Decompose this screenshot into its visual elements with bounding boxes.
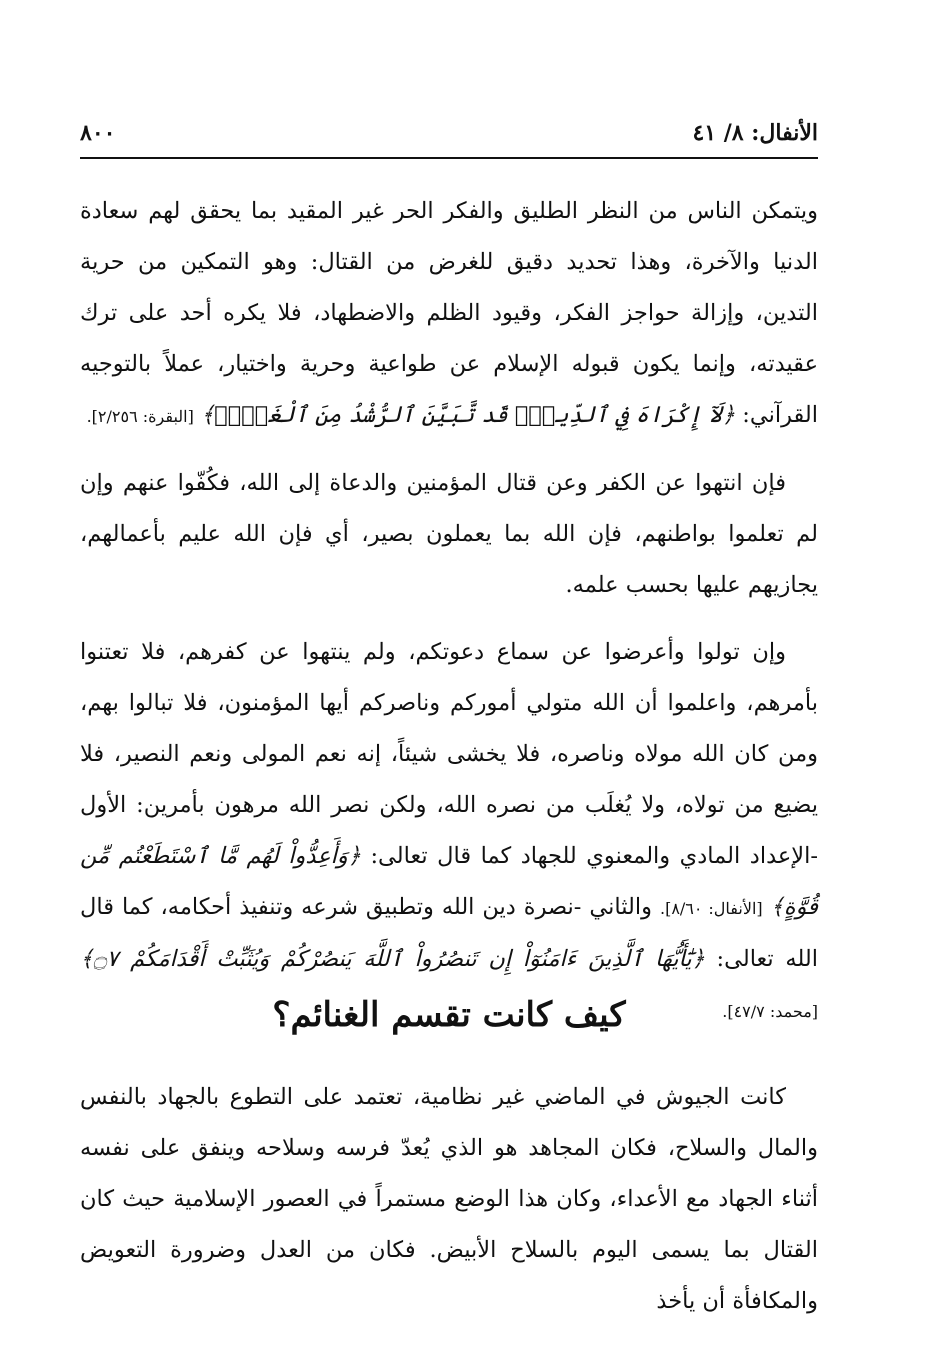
paragraph-text: ويتمكن الناس من النظر الطليق والفكر الحر غير المقيد بما يحقق لهم سعادة الدنيا والآخرة، وهذا تحديد دقيق للغرض من القتال: وهو التمكين من حرية التدين، وإزالة حواجز الفكر، وقيود الظلم والاضطهاد، فلا يكره أحد على ترك عقيدته، وإنما يكون قبوله الإسلام عن طواعية وحرية واختيار، عملاً بالتوجيه القرآني:: [80, 198, 818, 428]
quran-verse: ﴿وَأَعِدُّواْ لَهُم مَّا ٱسْتَطَعْتُم مِّن قُوَّةٍ﴾: [80, 843, 818, 920]
verse-reference: [الأنفال: ٨/٦٠].: [659, 899, 763, 918]
section-heading: كيف كانت تقسم الغنائم؟: [272, 995, 626, 1035]
section-paragraph: كانت الجيوش في الماضي غير نظامية، تعتمد على التطوع بالجهاد بالنفس والمال والسلاح، فكان المجاهد هو الذي يُعدّ فرسه وسلاحه وينفق على نفسه أثناء الجهاد مع الأعداء، وكان هذا الوضع مستمراً في العصور الإسلامية حيث كان القتال بما يسمى اليوم بالسلاح الأبيض. فكان من العدل وضرورة التعويض والمكافأة أن يأخذ: [80, 1084, 818, 1314]
paragraph-3: [80, 627, 818, 1037]
running-title: الأنفال: ٨/ ٤١: [692, 120, 818, 146]
paragraph-text: والثاني -نصرة دين الله وتطبيق شرعه وتنفيذ أحكامه، كما قال الله تعالى:: [80, 894, 819, 972]
verse-reference: [محمد: ٤٧/٧].: [722, 1002, 818, 1021]
page-header: [80, 118, 818, 152]
verse-reference: [البقرة: ٢/٢٥٦].: [86, 407, 194, 426]
header-rule: [80, 157, 818, 159]
paragraph-2: [80, 458, 818, 611]
quran-verse: ﴿يَٰٓأَيُّهَا ٱلَّذِينَ ءَامَنُوٓاْ إِن تَنصُرُواْ ٱللَّهَ يَنصُرْكُمْ وَيُثَبِّتْ أَقْدَامَكُمْ ۝٧﴾: [80, 946, 705, 972]
paragraph-1: [80, 186, 818, 442]
page-number: ٨٠٠: [80, 120, 116, 146]
paragraph-text: وإن تولوا وأعرضوا عن سماع دعوتكم، ولم ينتهوا عن كفرهم، فلا تعتنوا بأمرهم، واعلموا أن الله متولي أموركم وناصركم أيها المؤمنون، فلا تبالوا بهم، ومن كان الله مولاه وناصره، فلا يخشى شيئاً، إنه نعم المولى ونعم النصير، فلا يضيع من تولاه، ولا يُغلَب من نصره الله، ولكن نصر الله مرهون بأمرين: الأول -الإعداد المادي والمعنوي للجهاد كما قال تعالى:: [80, 639, 818, 869]
section-body: [80, 1072, 818, 1327]
main-body: [80, 186, 818, 1053]
paragraph-text: فإن انتهوا عن الكفر وعن قتال المؤمنين والدعاة إلى الله، فكُفّوا عنهم وإن لم تعلموا بواطنهم، فإن الله بما يعملون بصير، أي فإن الله عليم بأعمالهم، يجازيهم عليها بحسب علمه.: [80, 470, 818, 598]
quran-verse: ﴿لَآ إِكْرَاهَ فِي ٱلدِّينِۖ قَد تَّبَيَّنَ ٱلرُّشْدُ مِنَ ٱلْغَيِّۚ﴾: [201, 402, 736, 428]
